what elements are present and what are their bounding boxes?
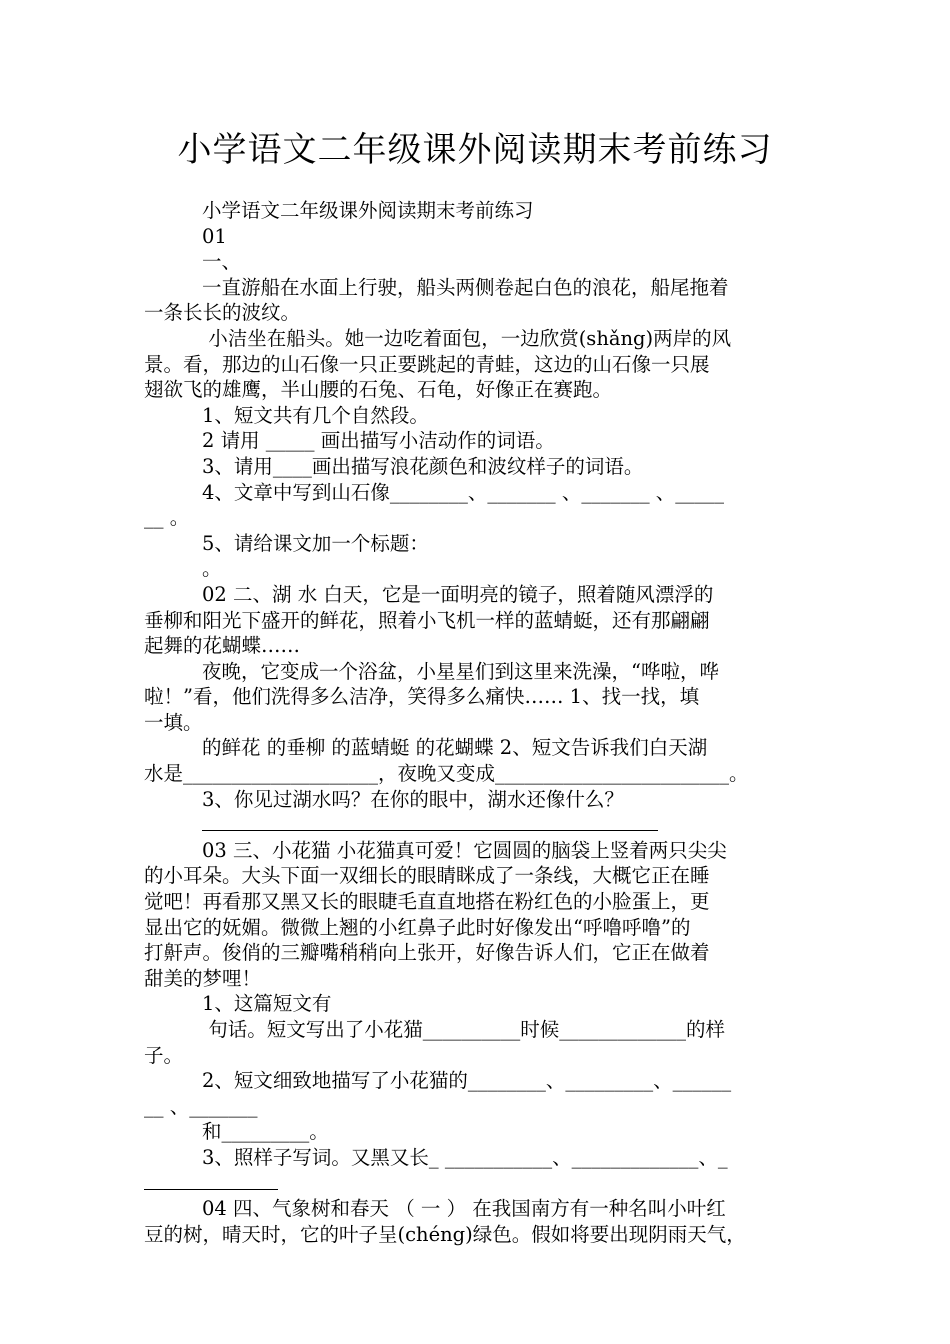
question-line: 句话。短文写出了小花猫__________时候_____________的样 xyxy=(202,1018,725,1041)
text-line: 觉吧！再看那又黑又长的眼睫毛直直地搭在粉红色的小脸蛋上，更 xyxy=(144,890,710,914)
question-line: 子。 xyxy=(144,1043,184,1067)
section-heading-line: 04 四、气象树和春天 （ 一 ） 在我国南方有一种名叫小叶红 xyxy=(202,1197,726,1221)
question-line: 3、照样子写词。又黑又长_ ___________、_____________、_ xyxy=(202,1145,728,1169)
text-line: 一填。 xyxy=(144,710,203,734)
question-line: __ 、_______ xyxy=(144,1094,258,1118)
text-line: 小洁坐在船头。她一边吃着面包，一边欣赏(shǎng)两岸的风 xyxy=(202,326,732,350)
question-line: 3、请用____画出描写浪花颜色和波纹样子的词语。 xyxy=(202,454,644,478)
document-body xyxy=(144,198,812,1247)
answer-blank-line xyxy=(144,1171,812,1197)
question-line: 2、短文细致地描写了小花猫的________、_________、______ xyxy=(202,1069,732,1093)
text-line: 垂柳和阳光下盛开的鲜花，照着小飞机一样的蓝蜻蜓，还有那翩翩 xyxy=(144,608,710,632)
question-line: 5、请给课文加一个标题： xyxy=(202,531,429,555)
text-line: 显出它的妩媚。微微上翘的小红鼻子此时好像发出“呼噜呼噜”的 xyxy=(144,915,691,939)
question-line: 的鲜花 的垂柳 的蓝蜻蜓 的花蝴蝶 2、短文告诉我们白天湖 xyxy=(202,736,708,760)
document-title: 小学语文二年级课外阅读期末考前练习 xyxy=(177,130,773,170)
text-line: 一条长长的波纹。 xyxy=(144,301,301,325)
question-line: 1、这篇短文有 xyxy=(202,992,332,1016)
text-line: 啦！”看，他们洗得多么洁净，笑得多么痛快…… 1、找一找，填 xyxy=(144,685,700,709)
question-line: __ 。 xyxy=(144,506,190,530)
text-line: 01 xyxy=(202,224,227,248)
answer-underline xyxy=(144,1189,278,1190)
question-line: 4、文章中写到山石像________、_______ 、_______ 、_____ xyxy=(202,480,725,504)
text-line: 小学语文二年级课外阅读期末考前练习 xyxy=(202,199,534,222)
text-line: 一直游船在水面上行驶，船头两侧卷起白色的浪花，船尾拖着 xyxy=(202,275,729,299)
answer-blank-line xyxy=(144,812,812,838)
text-line: 起舞的花蝴蝶…… xyxy=(144,634,301,658)
section-heading-line: 03 三、小花猫 小花猫真可爱！它圆圆的脑袋上竖着两只尖尖 xyxy=(202,838,727,862)
text-line: 的小耳朵。大头下面一双细长的眼睛眯成了一条线，大概它正在睡 xyxy=(144,864,710,888)
text-line: 豆的树，晴天时，它的叶子呈(chéng)绿色。假如将要出现阴雨天气， xyxy=(144,1222,746,1246)
answer-underline xyxy=(202,830,658,831)
question-line: 1、短文共有几个自然段。 xyxy=(202,403,429,427)
text-line: 甜美的梦哩！ xyxy=(144,966,262,990)
question-line: 3、你见过湖水吗？在你的眼中，湖水还像什么？ xyxy=(202,787,624,811)
question-line: 水是____________________，夜晚又变成________________________。 xyxy=(144,762,749,786)
text-line: 夜晚，它变成一个浴盆，小星星们到这里来洗澡，“哗啦，哗 xyxy=(202,659,719,683)
question-line: 2 请用 _____ 画出描写小洁动作的词语。 xyxy=(202,429,555,453)
question-line: 和_________。 xyxy=(202,1120,329,1144)
section-heading-line: 02 二、湖 水 白天，它是一面明亮的镜子，照着随风漂浮的 xyxy=(202,582,714,606)
text-line: 翅欲飞的雄鹰，半山腰的石兔、石龟，好像正在赛跑。 xyxy=(144,378,613,402)
text-line: 打鼾声。俊俏的三瓣嘴稍稍向上张开，好像告诉人们，它正在做着 xyxy=(144,941,710,965)
text-line: 景。看，那边的山石像一只正要跳起的青蛙，这边的山石像一只展 xyxy=(144,352,710,376)
text-line: 。 xyxy=(202,557,222,581)
text-line: 一、 xyxy=(202,250,242,274)
